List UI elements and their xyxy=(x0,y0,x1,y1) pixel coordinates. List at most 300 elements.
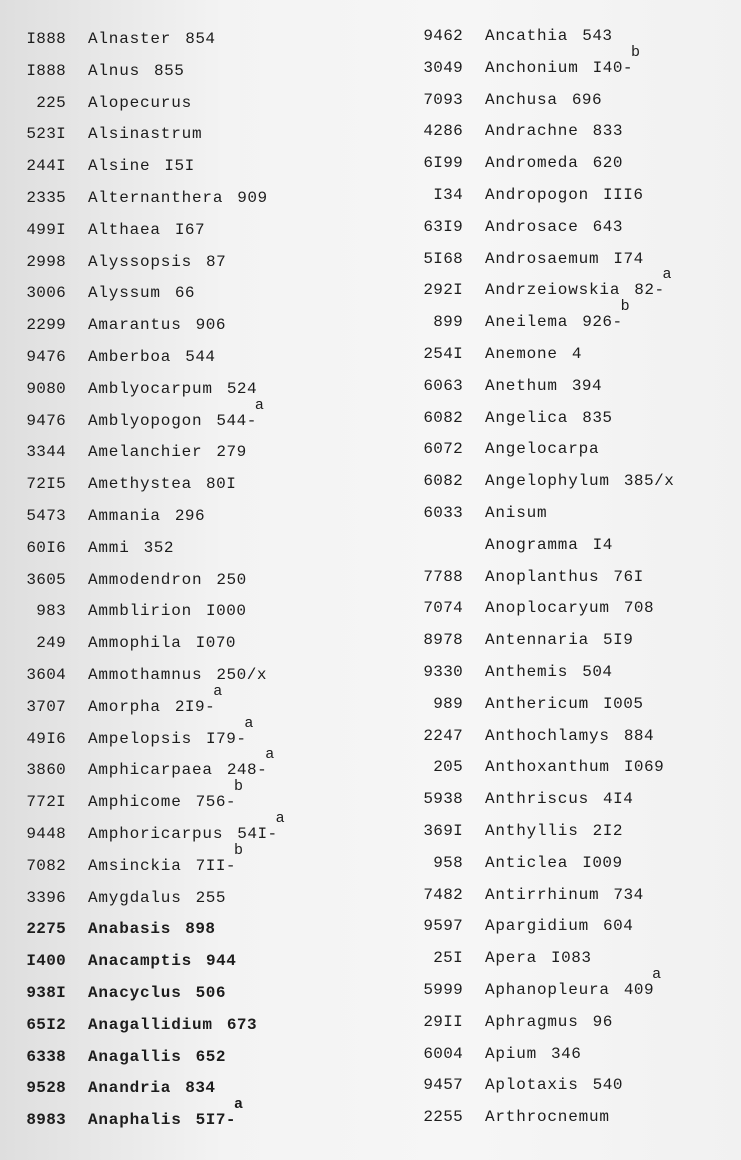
genus-name: Ammodendron xyxy=(88,570,203,589)
page-reference: 756- xyxy=(195,793,237,812)
genus-name: Anthyllis xyxy=(485,822,579,840)
index-entry xyxy=(0,503,395,529)
entry-name-group xyxy=(88,376,258,403)
entry-name-group xyxy=(485,945,592,972)
index-entry xyxy=(400,341,741,367)
entry-name-group xyxy=(485,298,631,336)
page-reference: 834 xyxy=(185,1079,216,1098)
page-reference: I000 xyxy=(206,602,247,621)
genus-name: Anthemis xyxy=(485,663,569,681)
index-entry xyxy=(400,595,741,621)
entry-name-group xyxy=(485,87,603,114)
entry-name-group xyxy=(88,778,244,816)
entry-number: I400 xyxy=(26,952,66,971)
index-entry xyxy=(0,841,395,879)
genus-name: Amarantus xyxy=(88,316,182,335)
page-reference: 926- xyxy=(582,313,623,332)
entry-name-group xyxy=(88,503,206,530)
genus-name: Alsinastrum xyxy=(88,125,203,144)
reference-suffix: a xyxy=(662,266,673,284)
entry-number: 2275 xyxy=(26,920,66,939)
entry-number: 3006 xyxy=(26,284,66,303)
entry-number: 2998 xyxy=(26,252,66,271)
genus-name: Alnus xyxy=(88,61,141,80)
entry-name-group xyxy=(88,280,196,307)
genus-name: Alsine xyxy=(88,157,151,176)
page-reference: 734 xyxy=(613,885,644,904)
entry-number: 9330 xyxy=(423,663,463,681)
entry-number: 6063 xyxy=(423,376,463,395)
index-entry xyxy=(0,916,395,942)
entry-number: 3396 xyxy=(26,888,66,907)
genus-name: Antennaria xyxy=(485,631,590,650)
index-entry xyxy=(400,266,741,303)
genus-name: Alopecurus xyxy=(88,93,193,112)
genus-name: Anagallidium xyxy=(88,1015,213,1034)
index-entry xyxy=(0,567,395,593)
entry-name-group xyxy=(485,595,655,622)
page-reference: III6 xyxy=(603,186,644,204)
genus-name: Andrachne xyxy=(485,122,579,141)
entry-number: 25I xyxy=(433,949,463,968)
reference-suffix: a xyxy=(234,1096,244,1114)
entry-name-group xyxy=(485,786,634,813)
genus-name: Apera xyxy=(485,949,538,968)
genus-name: Angelica xyxy=(485,408,569,427)
entry-number: 983 xyxy=(36,602,66,621)
entry-name-group xyxy=(88,471,237,498)
page-reference: 544- xyxy=(216,411,257,430)
page-reference: 944 xyxy=(206,952,237,971)
genus-name: Althaea xyxy=(88,220,161,239)
genus-name: Anabasis xyxy=(88,920,172,939)
index-entry xyxy=(400,945,741,971)
genus-name: Anaphalis xyxy=(88,1111,182,1130)
page-reference: 504 xyxy=(582,663,613,681)
genus-name: Anthochlamys xyxy=(485,726,610,745)
page-reference: 696 xyxy=(571,90,603,109)
entry-number: 7082 xyxy=(26,856,66,875)
entry-number: 3605 xyxy=(26,570,66,589)
page-reference: 7II- xyxy=(195,856,237,875)
entry-number: 6072 xyxy=(423,440,463,459)
entry-number: 6033 xyxy=(423,504,463,522)
entry-number: 254I xyxy=(423,345,463,363)
entry-number: 9457 xyxy=(423,1076,463,1095)
entry-name-group xyxy=(485,754,665,781)
entry-name-group xyxy=(88,1012,258,1039)
index-entry xyxy=(0,810,395,847)
page-reference: I4 xyxy=(592,535,613,554)
entry-number: 2247 xyxy=(423,726,463,745)
index-entry xyxy=(400,1009,741,1035)
entry-name-group xyxy=(88,630,237,657)
entry-number: 6I99 xyxy=(423,154,463,173)
entry-name-group xyxy=(485,627,634,654)
entry-name-group xyxy=(485,1009,611,1036)
entry-name-group xyxy=(485,500,559,527)
page-reference: 296 xyxy=(174,507,206,525)
index-entry xyxy=(0,58,395,84)
page-reference: 250/x xyxy=(216,666,267,684)
genus-name: Amblyocarpum xyxy=(88,379,213,398)
entry-name-group xyxy=(485,405,611,432)
page-reference: 409 xyxy=(623,981,655,999)
index-entry xyxy=(0,885,395,911)
page-reference: 906 xyxy=(195,316,226,335)
genus-name: Ampelopsis xyxy=(88,729,193,748)
genus-name: Amphicome xyxy=(88,793,182,812)
genus-name: Andromeda xyxy=(485,154,579,173)
entry-number: 989 xyxy=(433,694,463,713)
genus-name: Anacamptis xyxy=(88,952,193,971)
entry-number: 3049 xyxy=(423,58,463,77)
page-reference: 708 xyxy=(623,599,655,618)
page-reference: I5I xyxy=(164,157,195,176)
page-reference: 898 xyxy=(185,920,216,939)
index-entry xyxy=(0,980,395,1006)
entry-number: 7788 xyxy=(423,567,463,586)
entry-name-group xyxy=(485,23,611,50)
entry-name-group xyxy=(485,118,621,145)
index-entry xyxy=(400,182,741,208)
index-entry xyxy=(400,23,741,49)
page-reference: 909 xyxy=(237,189,268,207)
index-entry xyxy=(400,214,741,240)
reference-suffix: b xyxy=(631,43,641,61)
page-reference: 544 xyxy=(185,348,216,366)
entry-name-group xyxy=(485,850,621,877)
entry-number: 9448 xyxy=(26,825,66,843)
entry-number: 3707 xyxy=(26,697,66,716)
page-reference: 833 xyxy=(592,122,623,141)
reference-suffix: b xyxy=(620,298,631,316)
entry-number: 8983 xyxy=(26,1111,66,1130)
entry-number: 5I68 xyxy=(423,249,463,268)
genus-name: Androsace xyxy=(485,217,579,236)
entry-number: 772I xyxy=(26,793,66,812)
index-entry xyxy=(400,298,741,335)
entry-number: 938I xyxy=(26,984,66,1002)
page-reference: I005 xyxy=(603,694,644,713)
genus-name: Ammophila xyxy=(88,634,182,653)
entry-name-group xyxy=(485,659,611,686)
index-entry xyxy=(0,948,395,974)
entry-name-group xyxy=(485,182,644,209)
page-reference: 4I4 xyxy=(603,790,634,809)
entry-name-group xyxy=(485,723,655,750)
page-reference: I070 xyxy=(195,634,237,653)
genus-name: Aplotaxis xyxy=(485,1076,579,1095)
index-entry xyxy=(400,966,741,1003)
entry-number: 2299 xyxy=(26,316,66,335)
index-entry xyxy=(0,376,395,402)
page-reference: 854 xyxy=(185,30,216,48)
genus-name: Ammothamnus xyxy=(88,666,203,684)
entry-number: 3860 xyxy=(26,761,66,780)
entry-name-group xyxy=(88,121,214,148)
entry-number: 7074 xyxy=(423,599,463,618)
genus-name: Amelanchier xyxy=(88,443,203,462)
genus-name: Ammania xyxy=(88,507,161,525)
index-entry xyxy=(400,1041,741,1067)
index-entry xyxy=(400,754,741,780)
reference-suffix: a xyxy=(244,714,255,732)
entry-name-group xyxy=(485,246,642,273)
page-reference: 524 xyxy=(226,379,258,398)
entry-number: 958 xyxy=(433,853,463,872)
index-entry xyxy=(0,344,395,370)
entry-number: 3344 xyxy=(26,443,66,462)
page-reference: 279 xyxy=(216,443,247,462)
entry-name-group xyxy=(485,564,642,591)
page-reference: 248- xyxy=(226,761,268,780)
genus-name: Alnaster xyxy=(88,30,172,48)
genus-name: Ammblirion xyxy=(88,602,193,621)
entry-number: I34 xyxy=(433,186,463,204)
index-entry xyxy=(400,691,741,717)
genus-name: Andropogon xyxy=(485,186,590,204)
entry-name-group xyxy=(485,150,621,177)
index-entry xyxy=(400,818,741,844)
index-entry xyxy=(400,373,741,399)
entry-name-group xyxy=(485,43,641,82)
entry-number: 9080 xyxy=(26,379,66,398)
page-reference: 96 xyxy=(592,1012,613,1031)
genus-name: Androsaemum xyxy=(485,249,600,268)
genus-name: Anthriscus xyxy=(485,790,590,809)
genus-name: Anacyclus xyxy=(88,984,182,1002)
entry-name-group xyxy=(485,966,662,1004)
entry-name-group xyxy=(485,691,644,718)
entry-number: 4286 xyxy=(423,122,463,141)
entry-name-group xyxy=(88,396,265,435)
page-reference: 835 xyxy=(582,408,613,427)
page-reference: 673 xyxy=(226,1015,258,1034)
genus-name: Aphragmus xyxy=(485,1012,579,1031)
entry-number: 899 xyxy=(433,313,463,332)
entry-name-group xyxy=(88,249,227,276)
page-reference: 652 xyxy=(195,1047,226,1066)
page-reference: 604 xyxy=(603,917,634,936)
index-entry xyxy=(400,564,741,590)
index-entry xyxy=(0,471,395,497)
page-reference: 5I7- xyxy=(195,1111,237,1130)
index-entry xyxy=(400,659,741,685)
page-reference: 643 xyxy=(592,217,623,236)
entry-name-group xyxy=(485,468,675,495)
index-entry xyxy=(0,280,395,306)
genus-name: Amygdalus xyxy=(88,888,182,907)
entry-number: 9597 xyxy=(423,917,463,936)
page-reference: 506 xyxy=(195,984,226,1002)
entry-number: 523I xyxy=(26,125,66,144)
entry-number: 5473 xyxy=(26,507,66,525)
entry-number: I888 xyxy=(26,30,66,48)
index-entry xyxy=(0,682,395,720)
entry-name-group xyxy=(88,217,206,244)
index-entry xyxy=(400,468,741,494)
genus-name: Antirrhinum xyxy=(485,885,600,904)
entry-name-group xyxy=(485,818,621,845)
entry-number: I888 xyxy=(26,61,66,80)
index-entry xyxy=(0,249,395,275)
genus-name: Alyssum xyxy=(88,284,161,303)
index-entry xyxy=(0,312,395,338)
entry-name-group xyxy=(88,58,185,85)
entry-number: 369I xyxy=(423,822,463,840)
page-reference: I74 xyxy=(613,249,644,268)
entry-number: 2255 xyxy=(423,1108,463,1127)
entry-name-group xyxy=(88,439,245,466)
index-entry xyxy=(400,627,741,653)
index-entry xyxy=(0,121,395,147)
entry-name-group xyxy=(485,266,673,304)
index-entry xyxy=(400,43,741,81)
index-entry xyxy=(400,786,741,812)
reference-suffix: a xyxy=(213,682,224,700)
page-reference: I083 xyxy=(551,949,592,968)
genus-name: Aphanopleura xyxy=(485,981,610,999)
page-reference: I79- xyxy=(206,729,247,748)
index-entry xyxy=(400,87,741,113)
entry-number: 9528 xyxy=(26,1079,66,1098)
index-entry xyxy=(0,217,395,243)
page-reference: 855 xyxy=(154,61,185,80)
entry-name-group xyxy=(88,746,276,784)
entry-name-group xyxy=(88,841,244,880)
genus-name: Anethum xyxy=(485,376,558,395)
genus-name: Anthoxanthum xyxy=(485,758,610,777)
entry-number: 249 xyxy=(36,634,66,653)
index-entry xyxy=(0,185,395,211)
entry-number: 60I6 xyxy=(26,538,66,557)
entry-name-group xyxy=(88,153,193,180)
index-entry xyxy=(0,153,395,179)
entry-name-group xyxy=(485,373,603,400)
index-entry xyxy=(400,118,741,144)
genus-name: Alyssopsis xyxy=(88,252,193,271)
entry-number: 7482 xyxy=(423,885,463,904)
entry-name-group xyxy=(485,436,611,463)
genus-name: Ancathia xyxy=(485,27,569,45)
index-entry xyxy=(400,246,741,272)
genus-name: Anandria xyxy=(88,1079,172,1098)
genus-name: Anthericum xyxy=(485,694,590,713)
genus-name: Amphicarpaea xyxy=(88,761,213,780)
genus-name: Amberboa xyxy=(88,348,172,366)
genus-name: Anogramma xyxy=(485,535,579,554)
page-reference: 385/x xyxy=(623,472,675,491)
entry-name-group xyxy=(485,913,634,940)
genus-name: Amphoricarpus xyxy=(88,825,224,843)
entry-number: 5938 xyxy=(423,790,463,809)
genus-name: Anchonium xyxy=(485,58,579,77)
entry-name-group xyxy=(485,341,580,368)
genus-name: Anagallis xyxy=(88,1047,182,1066)
index-entry xyxy=(0,1044,395,1070)
index-entry xyxy=(400,850,741,876)
entry-name-group xyxy=(88,1044,224,1071)
entry-name-group xyxy=(88,980,224,1007)
entry-number: 49I6 xyxy=(26,729,66,748)
index-entry xyxy=(0,714,395,752)
genus-name: Amethystea xyxy=(88,475,193,494)
genus-name: Anisum xyxy=(485,504,548,522)
entry-name-group xyxy=(485,214,621,241)
entry-number: 29II xyxy=(423,1012,463,1031)
entry-name-group xyxy=(485,882,642,909)
entry-name-group xyxy=(88,26,214,53)
entry-number: 5999 xyxy=(423,981,463,999)
entry-number: 6004 xyxy=(423,1044,463,1063)
page-reference: 2I9- xyxy=(174,697,216,716)
reference-suffix: b xyxy=(234,841,244,859)
entry-name-group xyxy=(88,90,204,117)
entry-number: 292I xyxy=(423,281,463,300)
genus-name: Anoplocaryum xyxy=(485,599,610,618)
entry-name-group xyxy=(485,532,611,559)
entry-number: 2335 xyxy=(26,189,66,207)
index-entry xyxy=(400,500,741,526)
page-reference: 2I2 xyxy=(592,822,623,840)
entry-number: 499I xyxy=(26,220,66,239)
entry-number: 65I2 xyxy=(26,1015,66,1034)
index-entry xyxy=(400,723,741,749)
index-entry xyxy=(400,882,741,908)
page-reference: I40- xyxy=(592,58,634,77)
genus-name: Aneilema xyxy=(485,313,569,332)
entry-number: 6338 xyxy=(26,1047,66,1066)
entry-name-group xyxy=(88,1075,214,1102)
entry-number: 7093 xyxy=(423,90,463,109)
index-entry xyxy=(0,746,395,783)
index-entry xyxy=(0,1012,395,1038)
page-reference: 4 xyxy=(571,345,582,363)
index-entry xyxy=(0,1096,395,1133)
page-reference: 54I- xyxy=(237,825,278,843)
genus-name: Angelocarpa xyxy=(485,440,600,459)
genus-name: Anchusa xyxy=(485,90,558,109)
genus-name: Anticlea xyxy=(485,853,569,872)
entry-number: 72I5 xyxy=(26,475,66,494)
genus-name: Anemone xyxy=(485,345,558,363)
page-reference: 82- xyxy=(634,281,665,300)
page-reference: 346 xyxy=(551,1044,582,1063)
page-reference: 87 xyxy=(206,252,227,271)
entry-name-group xyxy=(88,344,214,371)
genus-name: Alternanthera xyxy=(88,189,224,207)
index-entry xyxy=(400,1104,741,1130)
entry-number: 6082 xyxy=(423,408,463,427)
page-reference: 394 xyxy=(571,376,603,395)
genus-name: Angelophylum xyxy=(485,472,610,491)
page-reference: 80I xyxy=(206,475,237,494)
index-entry xyxy=(0,26,395,52)
index-entry xyxy=(0,439,395,465)
entry-name-group xyxy=(485,1072,621,1099)
entry-name-group xyxy=(88,598,247,625)
page-reference: 620 xyxy=(592,154,623,173)
entry-name-group xyxy=(88,948,237,975)
entry-number: 9476 xyxy=(26,348,66,366)
index-entry xyxy=(0,1075,395,1101)
index-entry xyxy=(400,532,741,558)
index-entry xyxy=(400,150,741,176)
page-reference: 255 xyxy=(195,888,226,907)
index-entry xyxy=(0,662,395,688)
entry-name-group xyxy=(88,885,224,912)
